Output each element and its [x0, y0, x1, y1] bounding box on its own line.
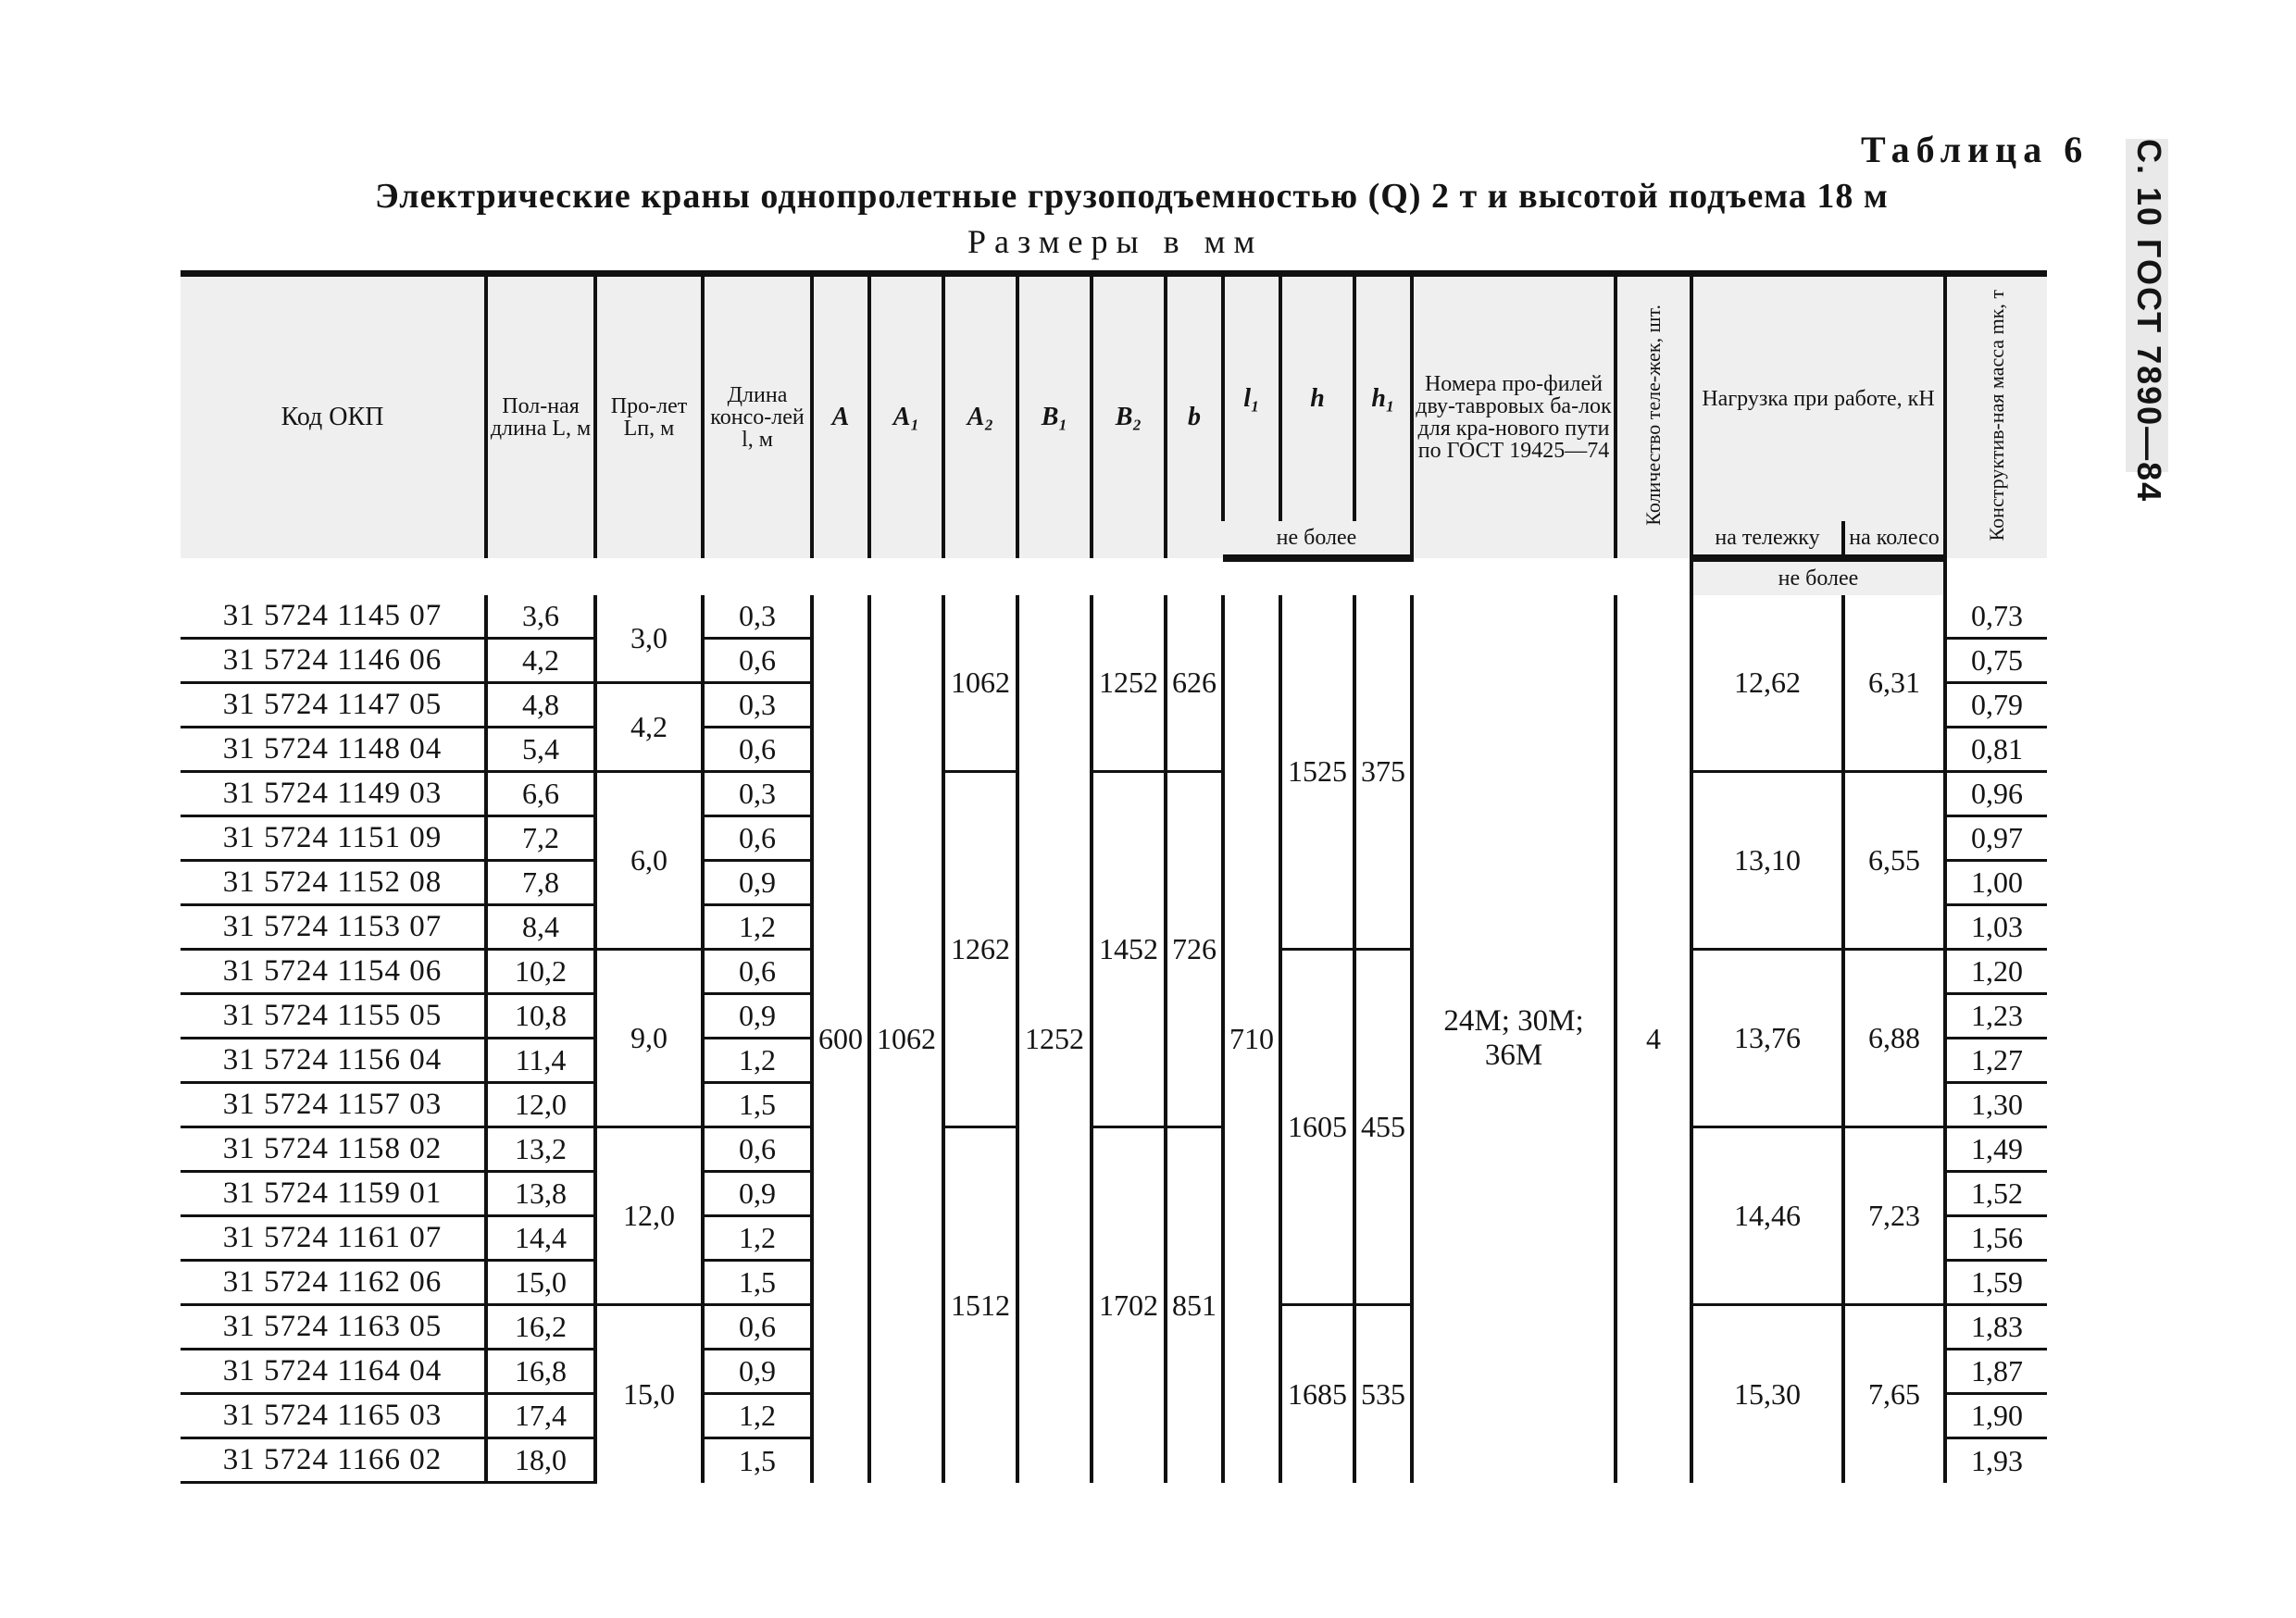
- col-trolleys-label: Количество теле-жек, шт.: [1641, 305, 1665, 526]
- console-length-cell: 0,6: [703, 816, 812, 861]
- okp-code-cell: 31 5724 1159 01: [181, 1172, 486, 1216]
- full-length-cell: 13,2: [486, 1127, 595, 1172]
- full-length-cell: 10,2: [486, 950, 595, 994]
- B2-cell: 1452: [1092, 772, 1166, 1127]
- okp-code-cell: 31 5724 1145 07: [181, 595, 486, 639]
- console-length-cell: 1,5: [703, 1261, 812, 1305]
- h-cell: 1525: [1280, 595, 1354, 950]
- span-cell: 3,0: [595, 595, 703, 683]
- full-length-cell: 13,8: [486, 1172, 595, 1216]
- okp-code-cell: 31 5724 1164 04: [181, 1350, 486, 1394]
- mass-cell: 1,56: [1945, 1216, 2047, 1261]
- b-cell: 626: [1166, 595, 1223, 772]
- table-title: Электрические краны однопролетные грузоподъемностью (Q) 2 т и высотой подъема 18 м: [375, 177, 1889, 216]
- okp-code-cell: 31 5724 1161 07: [181, 1216, 486, 1261]
- console-length-cell: 0,9: [703, 861, 812, 905]
- load-trolley-cell: 13,76: [1691, 950, 1843, 1127]
- load-wheel-cell: 6,31: [1843, 595, 1945, 772]
- console-length-cell: 0,6: [703, 639, 812, 683]
- table-number: Таблица 6: [1861, 129, 2090, 170]
- full-length-cell: 11,4: [486, 1039, 595, 1083]
- load-wheel-cell: 7,65: [1843, 1305, 1945, 1483]
- full-length-cell: 4,2: [486, 639, 595, 683]
- mass-cell: 1,20: [1945, 950, 2047, 994]
- mass-cell: 1,03: [1945, 905, 2047, 950]
- crane-dimensions-table: [181, 270, 2047, 1484]
- header-spacer-end: [1945, 558, 2047, 595]
- table-row: [181, 1127, 2047, 1172]
- mass-cell: 1,59: [1945, 1261, 2047, 1305]
- col-mass: [1945, 274, 2047, 559]
- okp-code-cell: 31 5724 1165 03: [181, 1394, 486, 1438]
- A2-cell: 1512: [943, 1127, 1017, 1483]
- col-code: Код ОКП: [181, 274, 486, 559]
- console-length-cell: 1,2: [703, 905, 812, 950]
- full-length-cell: 3,6: [486, 595, 595, 639]
- crane-table-wrapper: [181, 270, 2047, 1484]
- span-cell: 6,0: [595, 772, 703, 950]
- console-length-cell: 0,6: [703, 1305, 812, 1350]
- okp-code-cell: 31 5724 1146 06: [181, 639, 486, 683]
- okp-code-cell: 31 5724 1158 02: [181, 1127, 486, 1172]
- okp-code-cell: 31 5724 1156 04: [181, 1039, 486, 1083]
- col-no-more-2: не более: [1691, 558, 1945, 595]
- A2-cell: 1262: [943, 772, 1017, 1127]
- col-h1: h₁: [1354, 274, 1412, 522]
- header-spacer: [181, 558, 1691, 595]
- profiles-cell: 24М; 30М; 36М: [1412, 595, 1616, 1483]
- full-length-cell: 14,4: [486, 1216, 595, 1261]
- h1-cell: 455: [1354, 950, 1412, 1305]
- A-cell: 600: [812, 595, 869, 1483]
- console-length-cell: 0,3: [703, 683, 812, 728]
- table-body: [181, 595, 2047, 1483]
- mass-cell: 1,23: [1945, 994, 2047, 1039]
- okp-code-cell: 31 5724 1162 06: [181, 1261, 486, 1305]
- full-length-cell: 4,8: [486, 683, 595, 728]
- h-cell: 1605: [1280, 950, 1354, 1305]
- col-full-length: Пол-ная длина L, м: [486, 274, 595, 559]
- mass-cell: 1,83: [1945, 1305, 2047, 1350]
- full-length-cell: 8,4: [486, 905, 595, 950]
- B2-cell: 1702: [1092, 1127, 1166, 1483]
- load-wheel-cell: 7,23: [1843, 1127, 1945, 1305]
- span-cell: 12,0: [595, 1127, 703, 1305]
- okp-code-cell: 31 5724 1157 03: [181, 1083, 486, 1127]
- col-trolleys: [1616, 274, 1691, 559]
- table-row: [181, 772, 2047, 816]
- col-profiles: Номера про-филей дву-тавровых ба-лок для кра-нового пути по ГОСТ 19425—74: [1412, 274, 1616, 559]
- col-mass-label: Конструктив-ная масса mк, т: [1985, 289, 2008, 541]
- mass-cell: 0,96: [1945, 772, 2047, 816]
- okp-code-cell: 31 5724 1152 08: [181, 861, 486, 905]
- console-length-cell: 0,6: [703, 1127, 812, 1172]
- full-length-cell: 12,0: [486, 1083, 595, 1127]
- mass-cell: 0,81: [1945, 728, 2047, 772]
- console-length-cell: 0,9: [703, 1350, 812, 1394]
- col-B1: B₁: [1017, 274, 1092, 559]
- okp-code-cell: 31 5724 1166 02: [181, 1438, 486, 1483]
- mass-cell: 1,30: [1945, 1083, 2047, 1127]
- span-cell: 15,0: [595, 1305, 703, 1483]
- table-row: [181, 595, 2047, 639]
- full-length-cell: 5,4: [486, 728, 595, 772]
- A1-cell: 1062: [869, 595, 943, 1483]
- col-load-trolley: на тележку: [1691, 521, 1843, 558]
- console-length-cell: 1,2: [703, 1039, 812, 1083]
- okp-code-cell: 31 5724 1147 05: [181, 683, 486, 728]
- okp-code-cell: 31 5724 1149 03: [181, 772, 486, 816]
- col-A2: A₂: [943, 274, 1017, 559]
- h1-cell: 375: [1354, 595, 1412, 950]
- console-length-cell: 1,5: [703, 1083, 812, 1127]
- okp-code-cell: 31 5724 1154 06: [181, 950, 486, 994]
- col-load-wheel: на колесо: [1843, 521, 1945, 558]
- A2-cell: 1062: [943, 595, 1017, 772]
- B2-cell: 1252: [1092, 595, 1166, 772]
- load-trolley-cell: 14,46: [1691, 1127, 1843, 1305]
- mass-cell: 1,27: [1945, 1039, 2047, 1083]
- console-length-cell: 0,3: [703, 595, 812, 639]
- mass-cell: 1,87: [1945, 1350, 2047, 1394]
- mass-cell: 1,52: [1945, 1172, 2047, 1216]
- load-wheel-cell: 6,88: [1843, 950, 1945, 1127]
- console-length-cell: 1,2: [703, 1216, 812, 1261]
- trolleys-cell: 4: [1616, 595, 1691, 1483]
- full-length-cell: 16,8: [486, 1350, 595, 1394]
- col-l1: l₁: [1223, 274, 1280, 522]
- full-length-cell: 10,8: [486, 994, 595, 1039]
- console-length-cell: 0,3: [703, 772, 812, 816]
- okp-code-cell: 31 5724 1163 05: [181, 1305, 486, 1350]
- col-span: Про-лет Lп, м: [595, 274, 703, 559]
- b-cell: 726: [1166, 772, 1223, 1127]
- mass-cell: 0,97: [1945, 816, 2047, 861]
- full-length-cell: 7,8: [486, 861, 595, 905]
- B1-cell: 1252: [1017, 595, 1092, 1483]
- mass-cell: 1,49: [1945, 1127, 2047, 1172]
- h1-cell: 535: [1354, 1305, 1412, 1483]
- span-cell: 9,0: [595, 950, 703, 1127]
- col-B2: B₂: [1092, 274, 1166, 559]
- full-length-cell: 15,0: [486, 1261, 595, 1305]
- full-length-cell: 18,0: [486, 1438, 595, 1483]
- col-b: b: [1166, 274, 1223, 559]
- l1-cell: 710: [1223, 595, 1280, 1483]
- load-trolley-cell: 13,10: [1691, 772, 1843, 950]
- col-console: Длина консо-лей l, м: [703, 274, 812, 559]
- full-length-cell: 17,4: [486, 1394, 595, 1438]
- full-length-cell: 7,2: [486, 816, 595, 861]
- mass-cell: 0,75: [1945, 639, 2047, 683]
- okp-code-cell: 31 5724 1151 09: [181, 816, 486, 861]
- col-h: h: [1280, 274, 1354, 522]
- col-no-more-1: не более: [1223, 521, 1412, 558]
- standard-side-code: С. 10 ГОСТ 7890—84: [2126, 139, 2168, 472]
- full-length-cell: 16,2: [486, 1305, 595, 1350]
- console-length-cell: 1,2: [703, 1394, 812, 1438]
- col-A1: A₁: [869, 274, 943, 559]
- mass-cell: 1,93: [1945, 1438, 2047, 1483]
- col-A: A: [812, 274, 869, 559]
- span-cell: 4,2: [595, 683, 703, 772]
- console-length-cell: 0,6: [703, 950, 812, 994]
- okp-code-cell: 31 5724 1155 05: [181, 994, 486, 1039]
- full-length-cell: 6,6: [486, 772, 595, 816]
- console-length-cell: 0,9: [703, 994, 812, 1039]
- console-length-cell: 0,9: [703, 1172, 812, 1216]
- h-cell: 1685: [1280, 1305, 1354, 1483]
- mass-cell: 0,79: [1945, 683, 2047, 728]
- load-wheel-cell: 6,55: [1843, 772, 1945, 950]
- table-subtitle: Размеры в мм: [967, 223, 1264, 260]
- console-length-cell: 1,5: [703, 1438, 812, 1483]
- okp-code-cell: 31 5724 1148 04: [181, 728, 486, 772]
- console-length-cell: 0,6: [703, 728, 812, 772]
- mass-cell: 1,00: [1945, 861, 2047, 905]
- b-cell: 851: [1166, 1127, 1223, 1483]
- mass-cell: 0,73: [1945, 595, 2047, 639]
- mass-cell: 1,90: [1945, 1394, 2047, 1438]
- load-trolley-cell: 15,30: [1691, 1305, 1843, 1483]
- load-trolley-cell: 12,62: [1691, 595, 1843, 772]
- col-load: Нагрузка при работе, кН: [1691, 274, 1945, 522]
- okp-code-cell: 31 5724 1153 07: [181, 905, 486, 950]
